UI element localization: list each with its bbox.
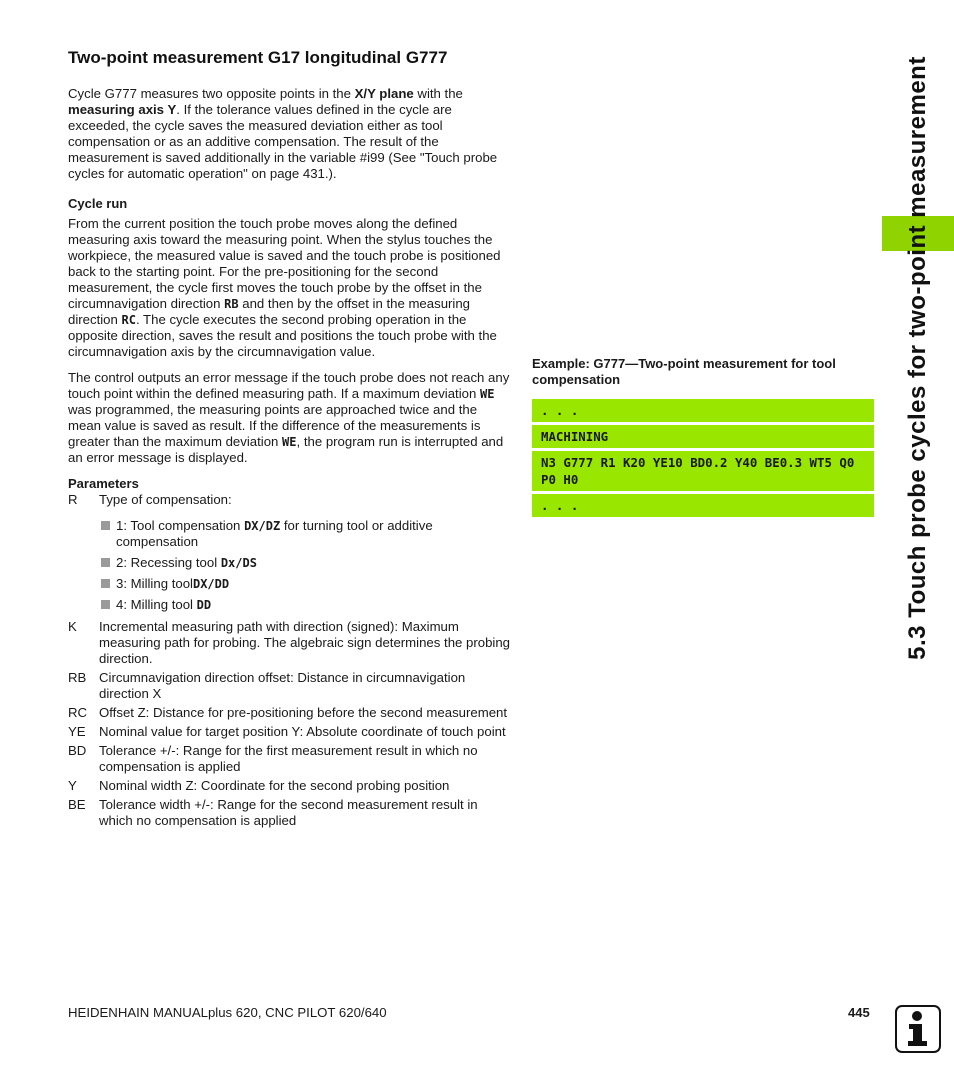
param-key: BD xyxy=(68,743,87,758)
code-line: . . . xyxy=(532,494,874,517)
square-bullet-icon xyxy=(101,579,110,588)
option-item xyxy=(99,518,512,550)
code-we: WE xyxy=(282,435,297,449)
option-code: DX/DZ xyxy=(244,519,281,533)
param-desc: Offset Z: Distance for pre-positioning before the second measurement xyxy=(99,705,508,720)
compensation-options xyxy=(99,518,512,613)
code-rc: RC xyxy=(121,313,136,327)
intro-paragraph xyxy=(68,86,512,182)
code-line: MACHINING xyxy=(532,425,874,448)
option-text: 1: Tool compensation xyxy=(116,518,245,533)
cycle-run-text: . The cycle executes the second probing operation in the opposite direction, saves the result and positions the touch probe with the circumnavigation axis by the circumnavigation value. xyxy=(68,312,497,359)
cycle-run-text: The control outputs an error message if the touch probe does not reach any touch point within the defined measuring path. If a maximum deviation xyxy=(68,370,510,401)
info-icon xyxy=(895,1005,941,1053)
option-text: 3: Milling tool xyxy=(116,576,193,591)
option-item xyxy=(99,597,512,613)
intro-text-2: with the xyxy=(413,86,463,101)
param-key: K xyxy=(68,619,77,634)
option-code: Dx/DS xyxy=(220,556,257,570)
cycle-run-paragraph-2 xyxy=(68,370,512,466)
main-column xyxy=(68,86,512,832)
square-bullet-icon xyxy=(101,600,110,609)
example-title: Example: G777—Two-point measurement for tool compensation xyxy=(532,356,836,387)
code-line: . . . xyxy=(532,399,874,422)
option-code: DX/DD xyxy=(192,577,230,591)
intro-plane: X/Y plane xyxy=(354,86,414,101)
option-text: 4: Milling tool xyxy=(116,597,197,612)
footer-text: HEIDENHAIN MANUALplus 620, CNC PILOT 620/640 xyxy=(68,1005,387,1020)
param-row xyxy=(68,619,512,667)
cycle-run-text: and then by the offset in the measuring direction xyxy=(68,296,471,327)
code-line: N3 G777 R1 K20 YE10 BD0.2 Y40 BE0.3 WT5 Q0 P0 H0 xyxy=(532,451,874,491)
param-desc: Incremental measuring path with direction (signed): Maximum measuring path for probing. The algebraic sign determines the probing direction. xyxy=(99,619,511,666)
param-row xyxy=(68,778,512,794)
page-number: 445 xyxy=(848,1005,870,1020)
intro-text-1: Cycle G777 measures two opposite points in the xyxy=(68,86,355,101)
option-code: DD xyxy=(196,598,212,612)
param-row-r xyxy=(68,492,512,508)
param-key: R xyxy=(68,492,78,507)
param-desc: Tolerance width +/-: Range for the second measurement result in which no compensation is applied xyxy=(99,797,478,828)
cycle-run-text: , the program run is interrupted and an error message is displayed. xyxy=(68,434,504,465)
param-key: RC xyxy=(68,705,88,720)
param-row xyxy=(68,724,512,740)
parameters-heading: Parameters xyxy=(68,476,139,491)
info-icon-glyph xyxy=(904,1010,932,1048)
param-key: YE xyxy=(68,724,86,739)
option-item xyxy=(99,555,512,571)
param-key: Y xyxy=(68,778,77,793)
code-example xyxy=(532,399,874,520)
page-title: Two-point measurement G17 longitudinal G777 xyxy=(68,48,448,67)
code-we: WE xyxy=(479,387,495,401)
cycle-run-paragraph-1 xyxy=(68,216,512,360)
square-bullet-icon xyxy=(101,558,110,567)
param-row xyxy=(68,743,512,775)
intro-text-3: . If the tolerance values defined in the cycle are exceeded, the cycle saves the measured deviation either as tool compensation or as an additive compensation. The result of the measurement is saved additionally in the variable #i99 (See "Touch probe cycles for automatic operation" on page 431.). xyxy=(68,102,498,181)
param-key: RB xyxy=(68,670,87,685)
param-desc: Nominal width Z: Coordinate for the second probing position xyxy=(99,778,450,793)
code-rb: RB xyxy=(224,297,239,311)
square-bullet-icon xyxy=(101,521,110,530)
chapter-side-title: 5.3 Touch probe cycles for two-point measurement xyxy=(904,56,931,660)
option-item xyxy=(99,576,512,592)
param-desc: Nominal value for target position Y: Absolute coordinate of touch point xyxy=(99,724,506,739)
cycle-run-text: was programmed, the measuring points are approached twice and the mean value is saved as result. If the difference of the measurements is greater than the maximum deviation xyxy=(68,402,481,449)
param-desc: Circumnavigation direction offset: Distance in circumnavigation direction X xyxy=(99,670,466,701)
param-row xyxy=(68,705,512,721)
option-text: 2: Recessing tool xyxy=(116,555,221,570)
param-key: BE xyxy=(68,797,86,812)
param-row xyxy=(68,670,512,702)
cycle-run-text: From the current position the touch probe moves along the defined measuring axis toward the measuring point. When the stylus touches the workpiece, the measured value is saved and the touch probe is positioned back to the starting point. For the pre-positioning for the second measurement, the cycle first moves the touch probe by the offset in the circumnavigation direction xyxy=(68,216,501,311)
param-row xyxy=(68,797,512,829)
param-desc: Tolerance +/-: Range for the first measurement result in which no compensation is applied xyxy=(99,743,478,774)
cycle-run-heading: Cycle run xyxy=(68,196,128,211)
intro-axis: measuring axis Y xyxy=(68,102,177,117)
param-desc: Type of compensation: xyxy=(99,492,232,507)
option-text: for turning tool or additive compensation xyxy=(116,518,433,549)
